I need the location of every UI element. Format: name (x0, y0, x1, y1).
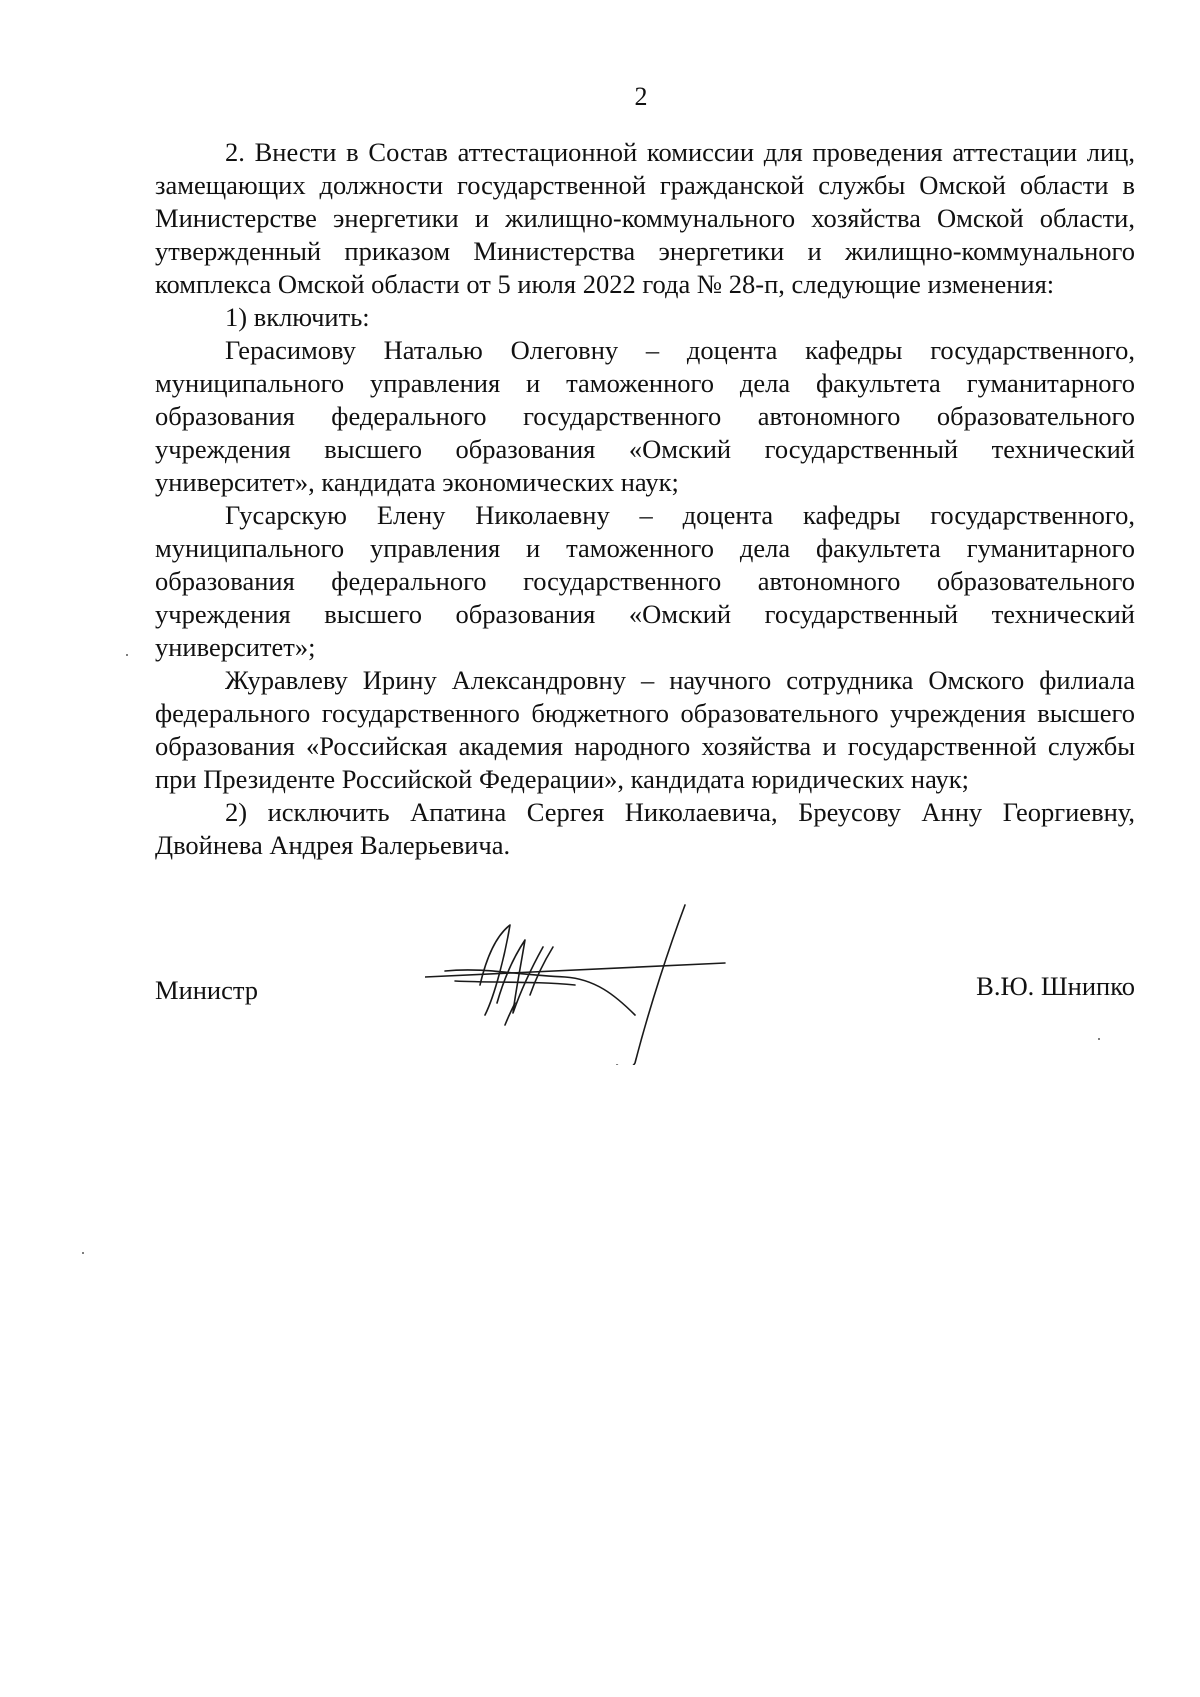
signatory-title: Министр (155, 975, 259, 1005)
page-number: 2 (634, 82, 648, 111)
signatory-name: В.Ю. Шнипко (976, 971, 1135, 1001)
scan-speck (126, 654, 128, 656)
paragraph-exclude: 2) исключить Апатина Сергея Николаевича, Бреусову Анну Георгиевну, Двойнева Андрея Валерьевича. (155, 797, 1135, 860)
scan-speck (82, 1252, 84, 1254)
paragraph-member-gerasimova: Герасимову Наталью Олеговну – доцента кафедры государственного, муниципального управления и таможенного дела факультета гуманитарного образования федерального государственного автономного образовательного учреждения высшего образования «Омский государственный технический университет», кандидата экономических наук; (155, 335, 1135, 497)
paragraph-member-gusarskaya: Гусарскую Елену Николаевну – доцента кафедры государственного, муниципального управления и таможенного дела факультета гуманитарного образования федерального государственного автономного образовательного учреждения высшего образования «Омский государственный технический университет»; (155, 500, 1135, 662)
paragraph-include-heading: 1) включить: (225, 302, 370, 332)
paragraph-amendment-intro: 2. Внести в Состав аттестационной комиссии для проведения аттестации лиц, замещающих должности государственной гражданской службы Омской области в Министерстве энергетики и жилищно-коммунального хозяйства Омской области, утвержденный приказом Министерства энергетики и жилищно-коммунального комплекса Омской области от 5 июля 2022 года № 28-п, следующие изменения: (155, 137, 1135, 299)
paragraph-member-zhuravleva: Журавлеву Ирину Александровну – научного сотрудника Омского филиала федерального государственного бюджетного образовательного учреждения высшего образования «Российская академия народного хозяйства и государственной службы при Президенте Российской Федерации», кандидата юридических наук; (155, 665, 1135, 794)
scan-speck (1098, 1038, 1100, 1040)
document-body (155, 136, 1135, 862)
signature-block (155, 971, 1135, 1035)
